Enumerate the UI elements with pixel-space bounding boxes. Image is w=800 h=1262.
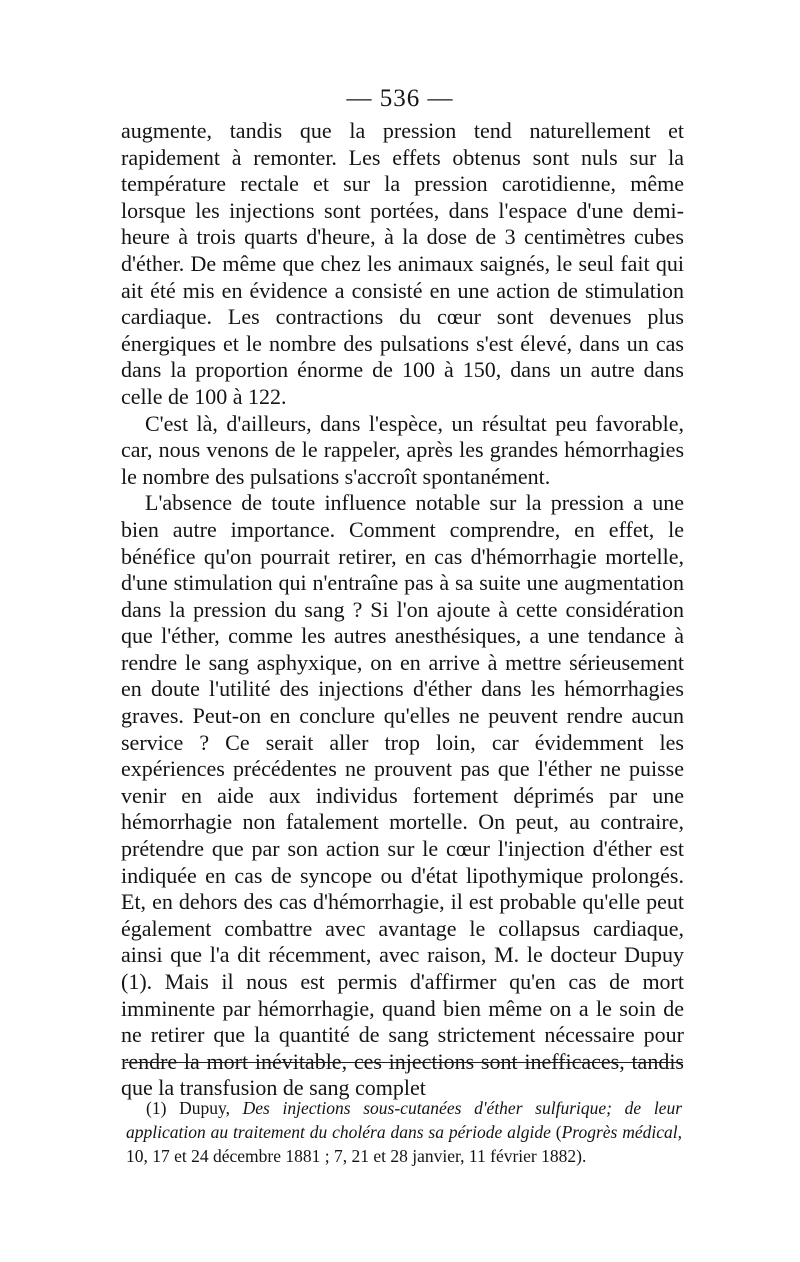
footnote-marker: (1) [146,1098,167,1118]
footnote [126,1096,682,1168]
footnote-text [126,1096,682,1168]
footnote-journal: Progrès médical, [561,1122,682,1142]
paragraph: augmente, tandis que la pression tend naturellement et rapidement à remonter. Les effets obtenus sont nuls sur la température rectale et sur la pression carotidienne, même lorsque les injections sont portées, dans l'espace d'une demi-heure à trois quarts d'heure, à la dose de 3 centimètres cubes d'éther. De même que chez les animaux saignés, le seul fait qui ait été mis en évidence a consisté en une action de stimulation cardiaque. Les contractions du cœur sont devenues plus énergiques et le nombre des pulsations s'est élevé, dans un cas dans la proportion énorme de 100 à 150, dans un autre dans celle de 100 à 122. [121,118,684,409]
footnote-dates: 10, 17 et 24 décembre 1881 ; 7, 21 et 28 janvier, 11 février 1882). [126,1146,587,1166]
footnote-author: Dupuy, [179,1098,230,1118]
footnote-divider [125,1062,683,1063]
page-number: — 536 — [346,85,454,112]
footnote-journal-open: ( [555,1122,562,1142]
main-text [121,118,684,1102]
paragraph: C'est là, d'ailleurs, dans l'espèce, un résultat peu favorable, car, nous venons de le rappeler, après les grandes hémorrhagies le nombre des pulsations s'accroît spontanément. [121,410,684,489]
footnote-title: Des injections sous-cutanées d'éther sulfurique; de leur application au traitement du choléra dans sa période algide [126,1098,683,1142]
paragraph: L'absence de toute influence notable sur la pression a une bien autre importance. Comment comprendre, en effet, le bénéfice qu'on pourrait retirer, en cas d'hémorrhagie mortelle, d'une stimulation qui n'entraîne pas à sa suite une augmentation dans la pression du sang ? Si l'on ajoute à cette considération que l'éther, comme les autres anesthésiques, a une tendance à rendre le sang asphyxique, on en arrive à mettre sérieusement en doute l'utilité des injections d'éther dans les hémorrhagies graves. Peut-on en conclure qu'elles ne peuvent rendre aucun service ? Ce serait aller trop loin, car évidemment les expériences précédentes ne prouvent pas que l'éther ne puisse venir en aide aux individus fortement déprimés par une hémorrhagie non fatalement mortelle. On peut, au contraire, prétendre que par son action sur le cœur l'injection d'éther est indiquée en cas de syncope ou d'état lipothymique prolongés. Et, en dehors des cas d'hémorrhagie, il est probable qu'elle peut également combattre avec avantage le collapsus cardiaque, ainsi que l'a dit récemment, avec raison, M. le docteur Dupuy (1). Mais il nous est permis d'affirmer qu'en cas de mort imminente par hémorrhagie, quand bien même on a le soin de ne retirer que la quantité de sang strictement nécessaire pour rendre la mort inévitable, ces injections sont inefficaces, tandis que la transfusion de sang complet [121,490,684,1101]
